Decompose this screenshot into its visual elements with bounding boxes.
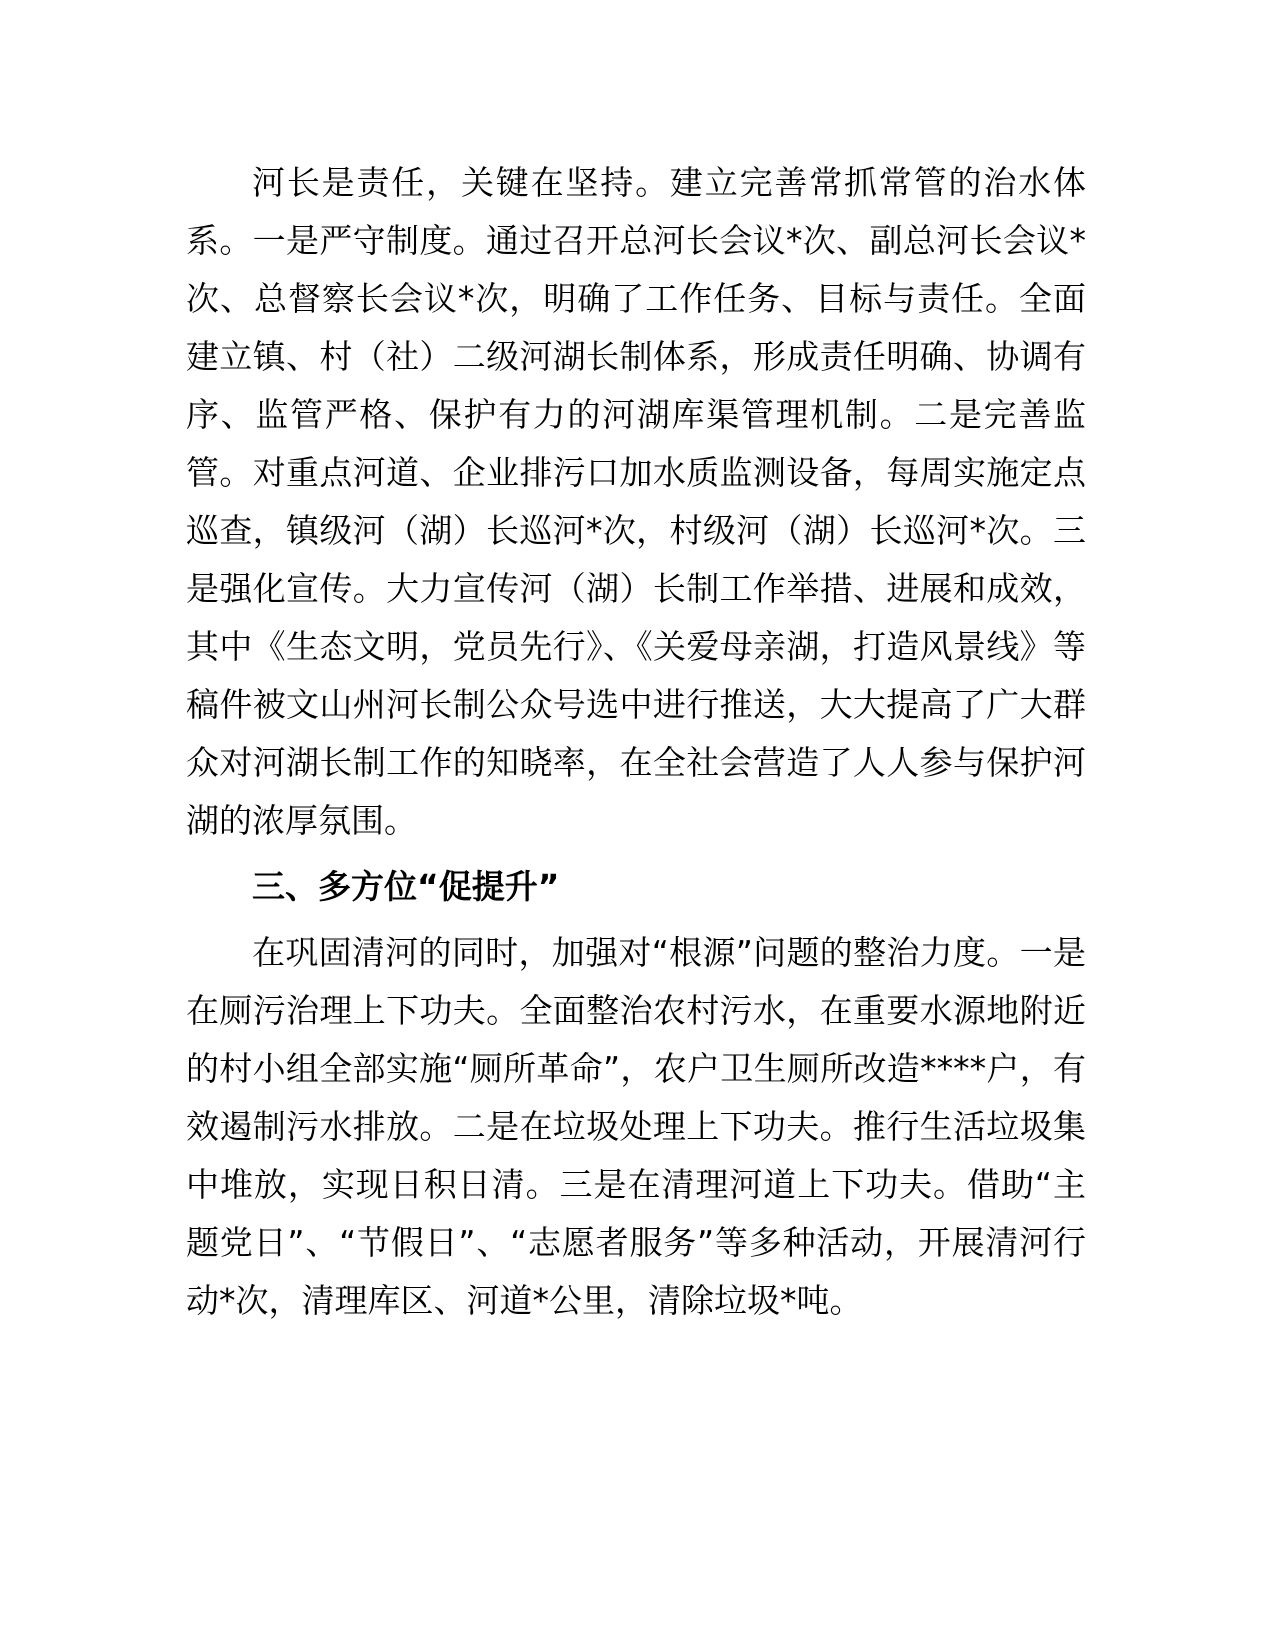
section-heading: 三、多方位“促提升” — [252, 867, 560, 906]
body-paragraph: 河长是责任，关键在坚持。建立完善常抓常管的治水体系。一是严守制度。通过召开总河长会议*次、副总河长会议*次、总督察长会议*次，明确了工作任务、目标与责任。全面建立镇、村（社）二级河湖长制体系，形成责任明确、协调有序、监管严格、保护有力的河湖库渠管理机制。二是完善监管。对重点河道、企业排污口加水质监测设备，每周实施定点巡查，镇级河（湖）长巡河*次，村级河（湖）长巡河*次。三是强化宣传。大力宣传河（湖）长制工作举措、进展和成效，其中《生态文明，党员先行》、《关爱母亲湖，打造风景线》等稿件被文山州河长制公众号选中进行推送，大大提高了广大群众对河湖长制工作的知晓率，在全社会营造了人人参与保护河湖的浓厚氛围。 — [186, 163, 1086, 840]
document-body — [186, 154, 1086, 1330]
body-paragraph: 在巩固清河的同时，加强对“根源”问题的整治力度。一是在厕污治理上下功夫。全面整治农村污水，在重要水源地附近的村小组全部实施“厕所革命”，农户卫生厕所改造****户，有效遏制污水排放。二是在垃圾处理上下功夫。推行生活垃圾集中堆放，实现日积日清。三是在清理河道上下功夫。借助“主题党日”、“节假日”、“志愿者服务”等多种活动，开展清河行动*次，清理库区、河道*公里，清除垃圾*吨。 — [186, 933, 1086, 1320]
